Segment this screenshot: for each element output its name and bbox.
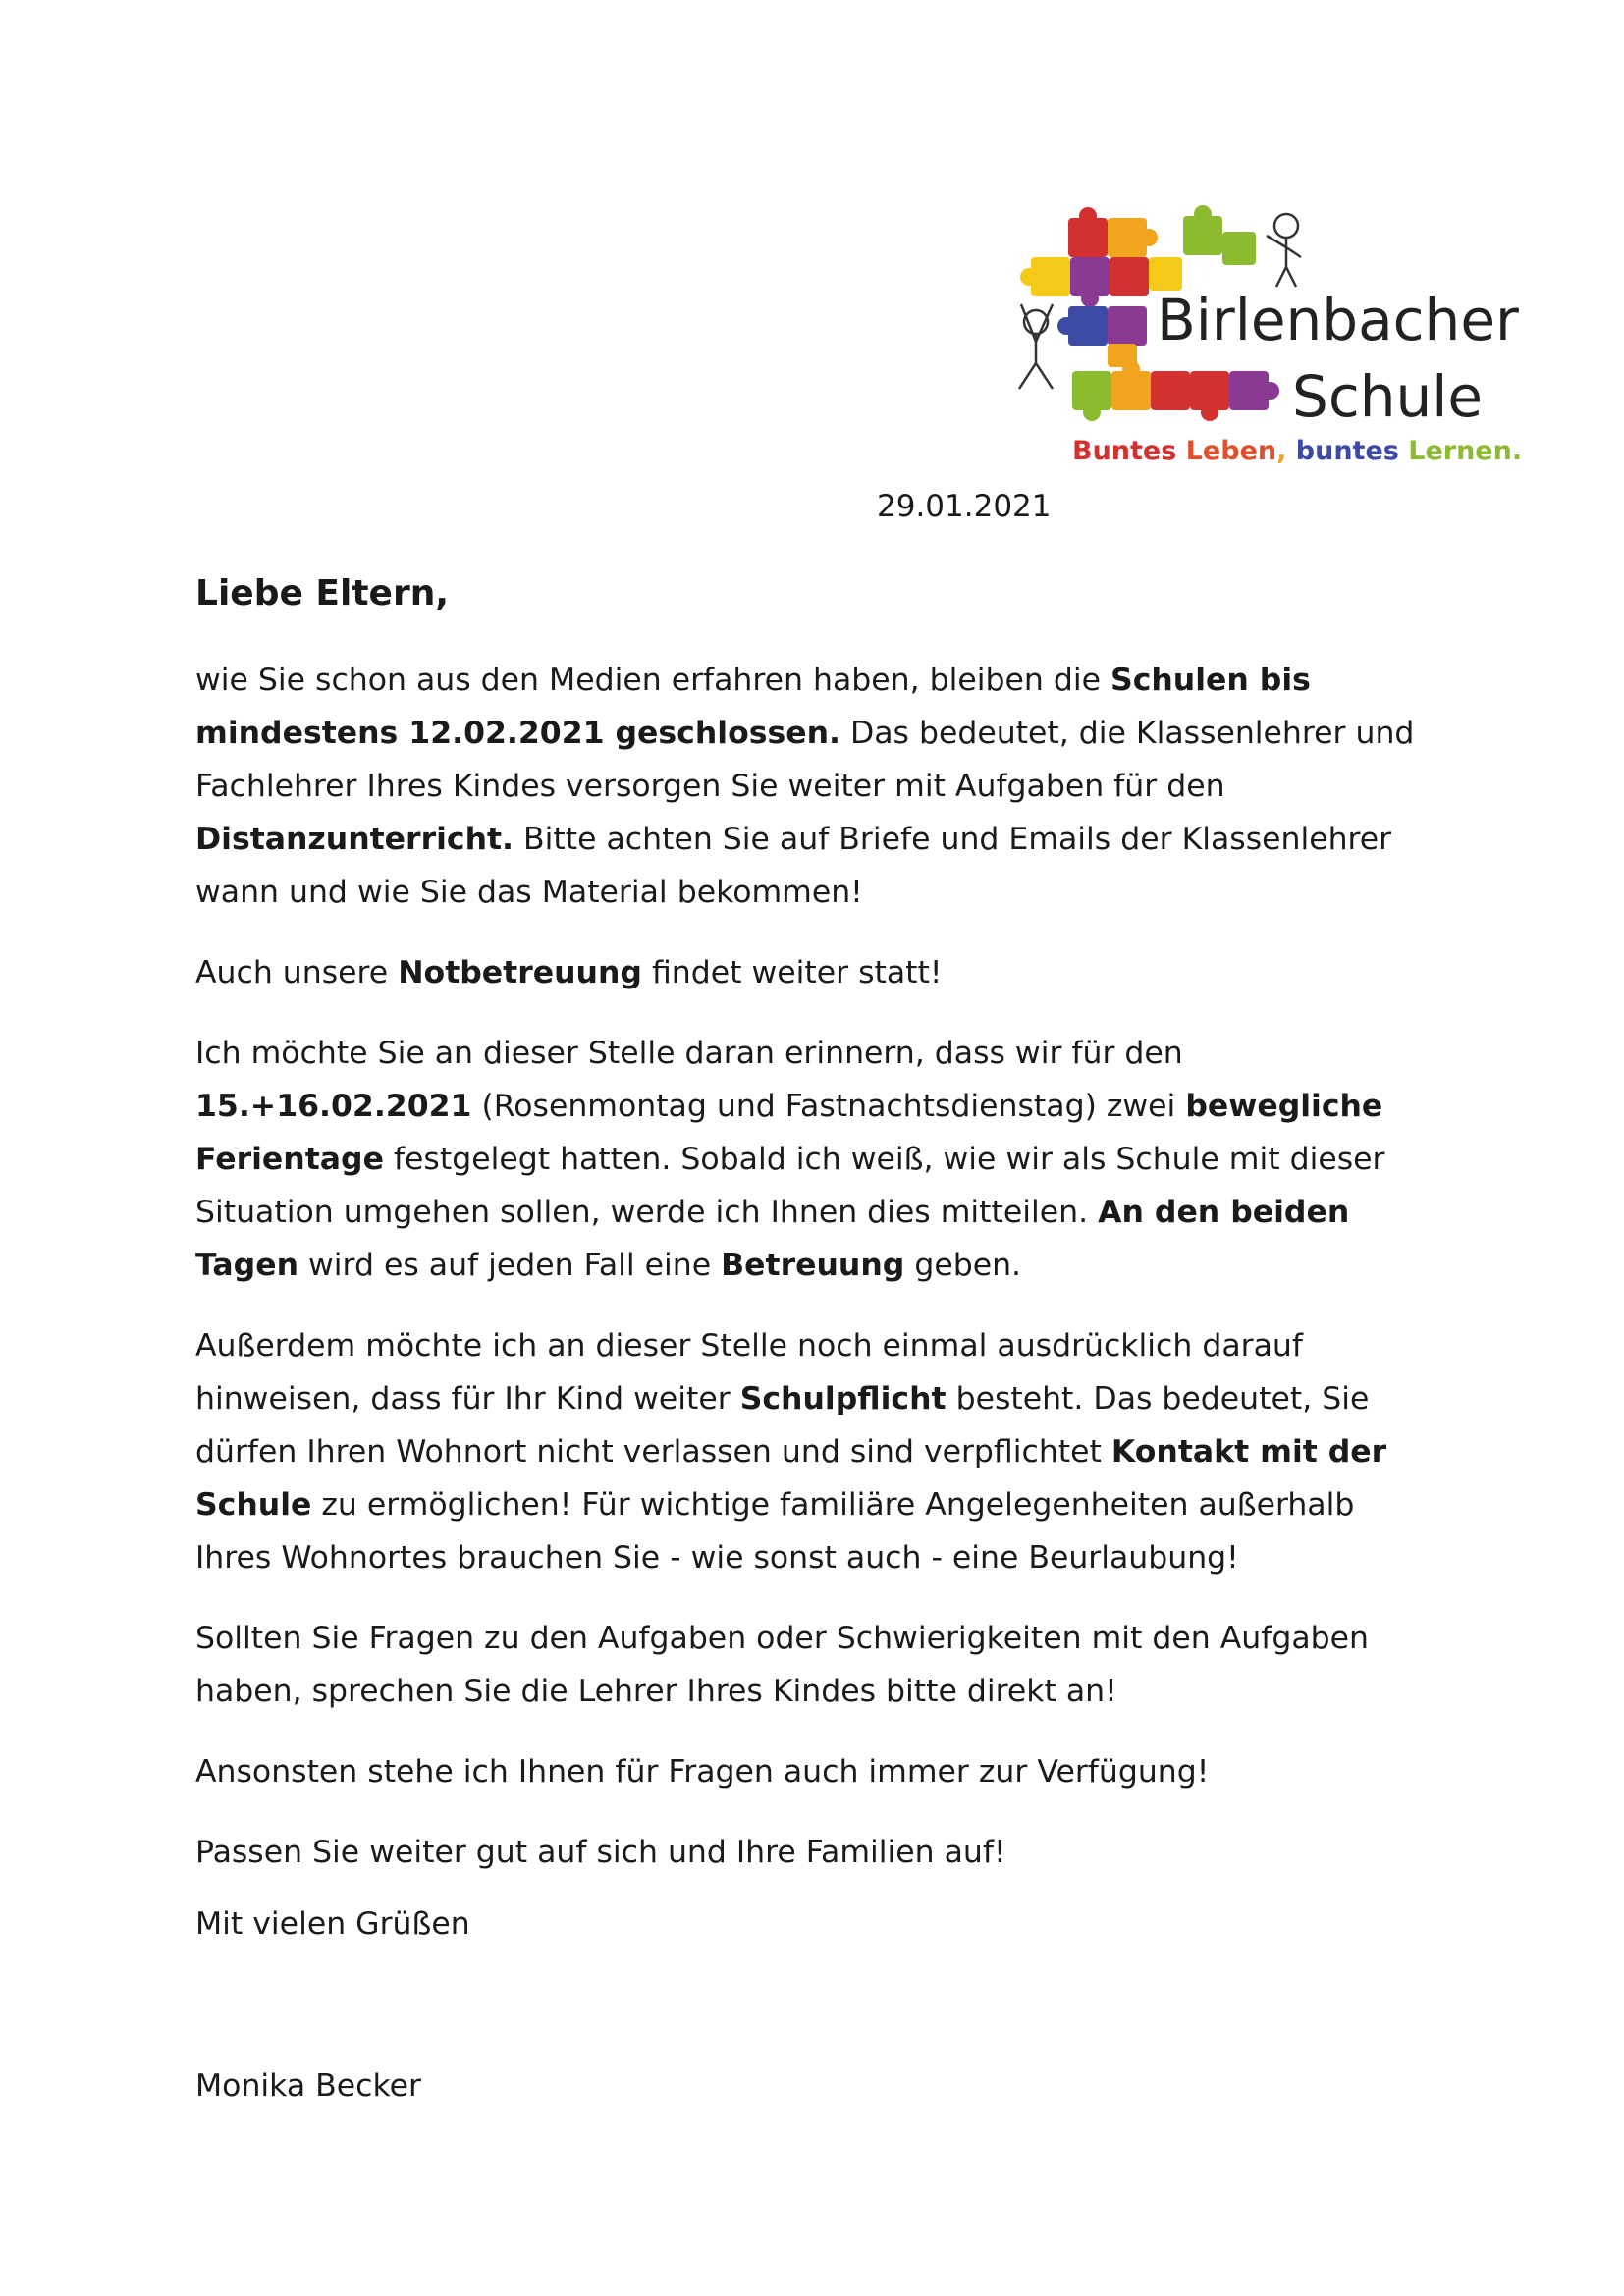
text-run: festgelegt hatten. Sobald ich weiß, wie wir als Schule mit dieser Situation umgehen sollen, werde ich Ihnen dies mitteilen. bbox=[195, 1142, 1385, 1230]
bold-text: An den beiden Tagen bbox=[195, 1195, 1350, 1283]
text-run: Bitte achten Sie auf Briefe und Emails der Klassenlehrer wann und wie Sie das Material bekommen! bbox=[195, 822, 1392, 910]
text-run: besteht. Das bedeutet, Sie dürfen Ihren Wohnort nicht verlassen und sind verpflichtet bbox=[195, 1381, 1370, 1469]
logo-name-line1: Birlenbacher bbox=[1157, 287, 1519, 353]
bold-text: Schulpflicht bbox=[739, 1381, 947, 1416]
tagline-word: Buntes bbox=[1072, 436, 1177, 466]
bold-text: Distanzunterricht. bbox=[195, 822, 514, 857]
paragraph-5: Sollten Sie Fragen zu den Aufgaben oder Schwierigkeiten mit den Aufgaben haben, sprechen Sie die Lehrer Ihres Kindes bitte direkt an! bbox=[195, 1621, 1370, 1709]
text-run: wird es auf jeden Fall eine bbox=[298, 1248, 722, 1283]
letter-signature: Monika Becker bbox=[195, 2068, 421, 2104]
text-run: geben. bbox=[904, 1248, 1022, 1283]
bold-text: Betreuung bbox=[721, 1248, 905, 1283]
paragraph-1 bbox=[195, 654, 1433, 919]
paragraph-4 bbox=[195, 1319, 1433, 1584]
tagline-word: Leben bbox=[1185, 436, 1277, 466]
text-run: zu ermöglichen! Für wichtige familiäre Angelegenheiten außerhalb Ihres Wohnortes brauchen Sie - wie sonst auch - eine Beurlaubung! bbox=[195, 1487, 1355, 1575]
logo-name-line2: Schule bbox=[1292, 363, 1484, 430]
text-run: Ich möchte Sie an dieser Stelle daran erinnern, dass wir für den bbox=[195, 1036, 1183, 1071]
text-run: Auch unsere bbox=[195, 955, 399, 990]
bold-text: Schulen bis mindestens 12.02.2021 geschlossen. bbox=[195, 663, 1311, 751]
tagline-word: buntes bbox=[1295, 436, 1399, 466]
tagline-word: Lernen. bbox=[1408, 436, 1523, 466]
letter-body bbox=[195, 654, 1433, 1906]
letter-closing: Mit vielen Grüßen bbox=[195, 1906, 470, 1942]
letter-date: 29.01.2021 bbox=[877, 489, 1052, 524]
paragraph-7: Passen Sie weiter gut auf sich und Ihre Familien auf! bbox=[195, 1835, 1006, 1870]
text-run: Das bedeutet, die Klassenlehrer und Fachlehrer Ihres Kindes versorgen Sie weiter mit Aufgaben für den bbox=[195, 716, 1415, 804]
text-run: Außerdem möchte ich an dieser Stelle noch einmal ausdrücklich darauf hinweisen, dass für Ihr Kind weiter bbox=[195, 1328, 1303, 1416]
tagline-comma: , bbox=[1276, 436, 1287, 466]
text-run: (Rosenmontag und Fastnachtsdienstag) zwei bbox=[471, 1089, 1186, 1124]
paragraph-6: Ansonsten stehe ich Ihnen für Fragen auch immer zur Verfügung! bbox=[195, 1754, 1210, 1789]
text-run: wie Sie schon aus den Medien erfahren haben, bleiben die bbox=[195, 663, 1111, 698]
school-logo bbox=[1001, 196, 1523, 491]
bold-text: Kontakt mit der Schule bbox=[195, 1434, 1387, 1522]
paragraph-2 bbox=[195, 946, 1433, 999]
paragraph-3 bbox=[195, 1027, 1433, 1292]
text-run: findet weiter statt! bbox=[641, 955, 943, 990]
bold-text: 15.+16.02.2021 bbox=[195, 1089, 472, 1124]
logo-tagline bbox=[1072, 436, 1522, 466]
letter-greeting: Liebe Eltern, bbox=[195, 573, 450, 614]
bold-text: bewegliche Ferientage bbox=[195, 1089, 1383, 1177]
bold-text: Notbetreuung bbox=[398, 955, 642, 990]
